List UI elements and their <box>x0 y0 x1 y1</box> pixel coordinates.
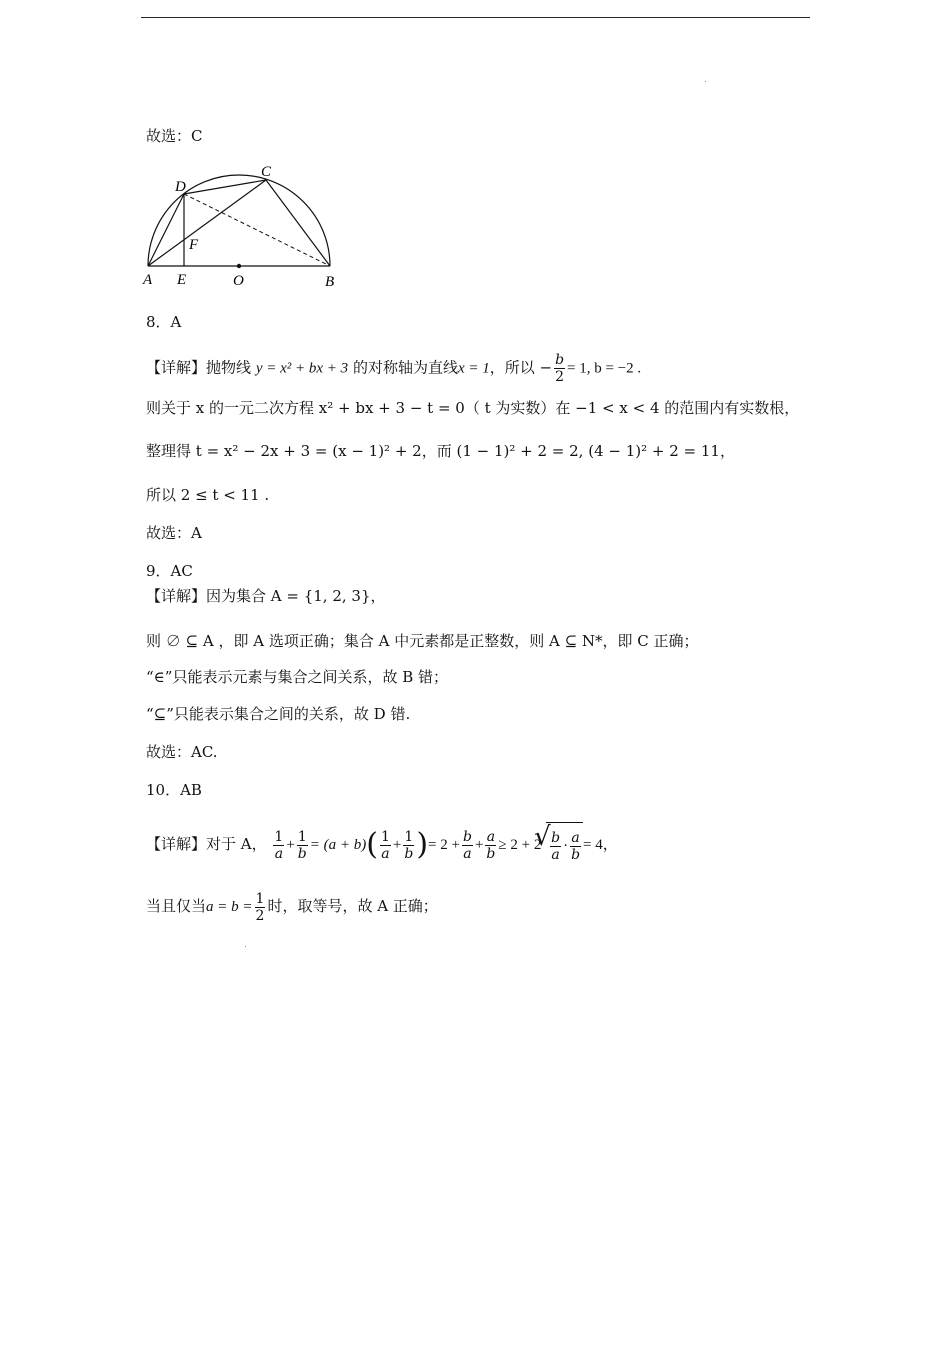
frac-num: 1 <box>380 828 390 845</box>
q10-frac-a-over-b-3 <box>570 830 581 863</box>
q8-frac-num: b <box>555 352 565 368</box>
q8-line4: 所以 2 ≤ t < 11 . <box>146 486 270 504</box>
q10-l1-e: = 4， <box>583 837 618 853</box>
q10-line1 <box>146 822 618 868</box>
frac-den: a <box>274 845 284 862</box>
frac-den: b <box>404 845 414 862</box>
q10-frac-1-over-b <box>297 829 308 862</box>
q8-tag: 【详解】 <box>146 358 207 377</box>
frac-den: b <box>297 845 307 862</box>
frac-den: a <box>463 845 472 862</box>
q9-line4: “⊆”只能表示集合之间的关系，故 D 错. <box>146 705 411 723</box>
semicircle-figure <box>140 160 350 295</box>
segment-AD <box>148 194 184 266</box>
q8-line1 <box>146 352 641 385</box>
q10-l2-eq: a = b = <box>206 899 253 915</box>
dot-sign: · <box>563 838 569 854</box>
q9-tag: 【详解】 <box>146 587 207 605</box>
frac-num: b <box>462 828 472 845</box>
frac-den: 2 <box>255 907 265 924</box>
q10-l1-a: 对于 A， <box>206 835 267 853</box>
q10-frac-1-over-2 <box>255 891 266 924</box>
q8-l1-b: 的对称轴为直线 <box>352 358 458 377</box>
frac-num: 1 <box>274 828 284 845</box>
q10-frac-1-over-a-2 <box>380 829 391 862</box>
frac-den: a <box>551 846 560 863</box>
q10-frac-1-over-a <box>273 829 284 862</box>
segment-AC <box>148 180 266 266</box>
segment-CB <box>266 180 330 266</box>
q9-line3: “∈”只能表示元素与集合之间关系，故 B 错； <box>146 668 449 686</box>
segment-DC <box>184 180 266 194</box>
q9-line2: 则 ∅ ⊆ A ，即 A 选项正确；集合 A 中元素都是正整数，则 A ⊆ N*，即 C 正确； <box>146 632 699 650</box>
frac-den: b <box>486 845 496 862</box>
q10-l1-b: = (a + b) <box>309 837 367 853</box>
label-B: B <box>325 274 335 290</box>
stray-dot <box>245 946 246 947</box>
header-rule <box>141 17 810 18</box>
q10-frac-b-over-a-3 <box>550 830 561 863</box>
q10-heading: 10．AB <box>146 781 202 799</box>
frac-den: b <box>571 846 581 863</box>
q10-frac-b-over-a <box>462 829 473 862</box>
q8-heading: 8．A <box>146 313 182 331</box>
frac-num: a <box>486 828 496 845</box>
label-C: C <box>261 164 272 180</box>
q8-l1-e: = 1, b = −2 . <box>567 360 642 377</box>
q8-line3: 整理得 t = x² − 2x + 3 = (x − 1)² + 2，而 (1 − 1)² + 2 = 2, (4 − 1)² + 2 = 11， <box>146 442 735 460</box>
q10-l2-b: 时，取等号，故 A 正确； <box>267 897 438 915</box>
q9-conclusion: 故选：AC. <box>146 743 218 761</box>
q8-l1-c: x = 1 <box>457 360 490 377</box>
q9-l1: 因为集合 A = {1, 2, 3}， <box>206 587 386 605</box>
stray-dot <box>705 81 706 82</box>
label-F: F <box>189 237 199 253</box>
q10-l2-a: 当且仅当 <box>146 897 207 915</box>
q10-l1-d: ≥ 2 + 2 <box>498 837 542 853</box>
q8-conclusion: 故选：A <box>146 524 202 542</box>
label-D: D <box>175 179 186 195</box>
label-E: E <box>177 272 187 288</box>
label-O: O <box>233 273 244 289</box>
frac-num: b <box>551 829 561 846</box>
plus-sign: + <box>474 837 484 853</box>
frac-num: 1 <box>404 828 414 845</box>
label-A: A <box>143 272 153 288</box>
frac-num: a <box>571 829 580 846</box>
frac-num: 1 <box>255 890 265 907</box>
q8-frac-den: 2 <box>555 369 565 385</box>
q9-line1 <box>146 586 386 606</box>
q8-fraction-b-over-2 <box>554 352 565 385</box>
q10-l1-c: = 2 + <box>428 837 460 853</box>
q8-line2: 则关于 x 的一元二次方程 x² + bx + 3 − t = 0（ t 为实数）在 −1 < x < 4 的范围内有实数根， <box>146 399 800 417</box>
q10-frac-1-over-b-2 <box>403 829 414 862</box>
frac-den: a <box>381 845 390 862</box>
frac-num: 1 <box>297 828 307 845</box>
q8-l1-a: 抛物线 <box>206 358 252 377</box>
center-point-O <box>237 264 241 268</box>
q10-sqrt <box>546 822 583 868</box>
q10-frac-a-over-b <box>485 829 496 862</box>
q9-heading: 9．AC <box>146 562 193 580</box>
answer7-conclusion: 故选：C <box>146 127 203 145</box>
q10-tag: 【详解】 <box>146 835 207 853</box>
left-paren: ( <box>366 827 378 862</box>
right-paren: ) <box>416 827 429 862</box>
q10-line2 <box>146 886 438 927</box>
plus-sign: + <box>392 837 402 853</box>
segment-DB-dashed <box>184 194 330 266</box>
q8-l1-d: ，所以 − <box>489 358 553 377</box>
plus-sign: + <box>286 837 295 853</box>
q8-l1-eq: y = x² + bx + 3 <box>255 360 349 377</box>
